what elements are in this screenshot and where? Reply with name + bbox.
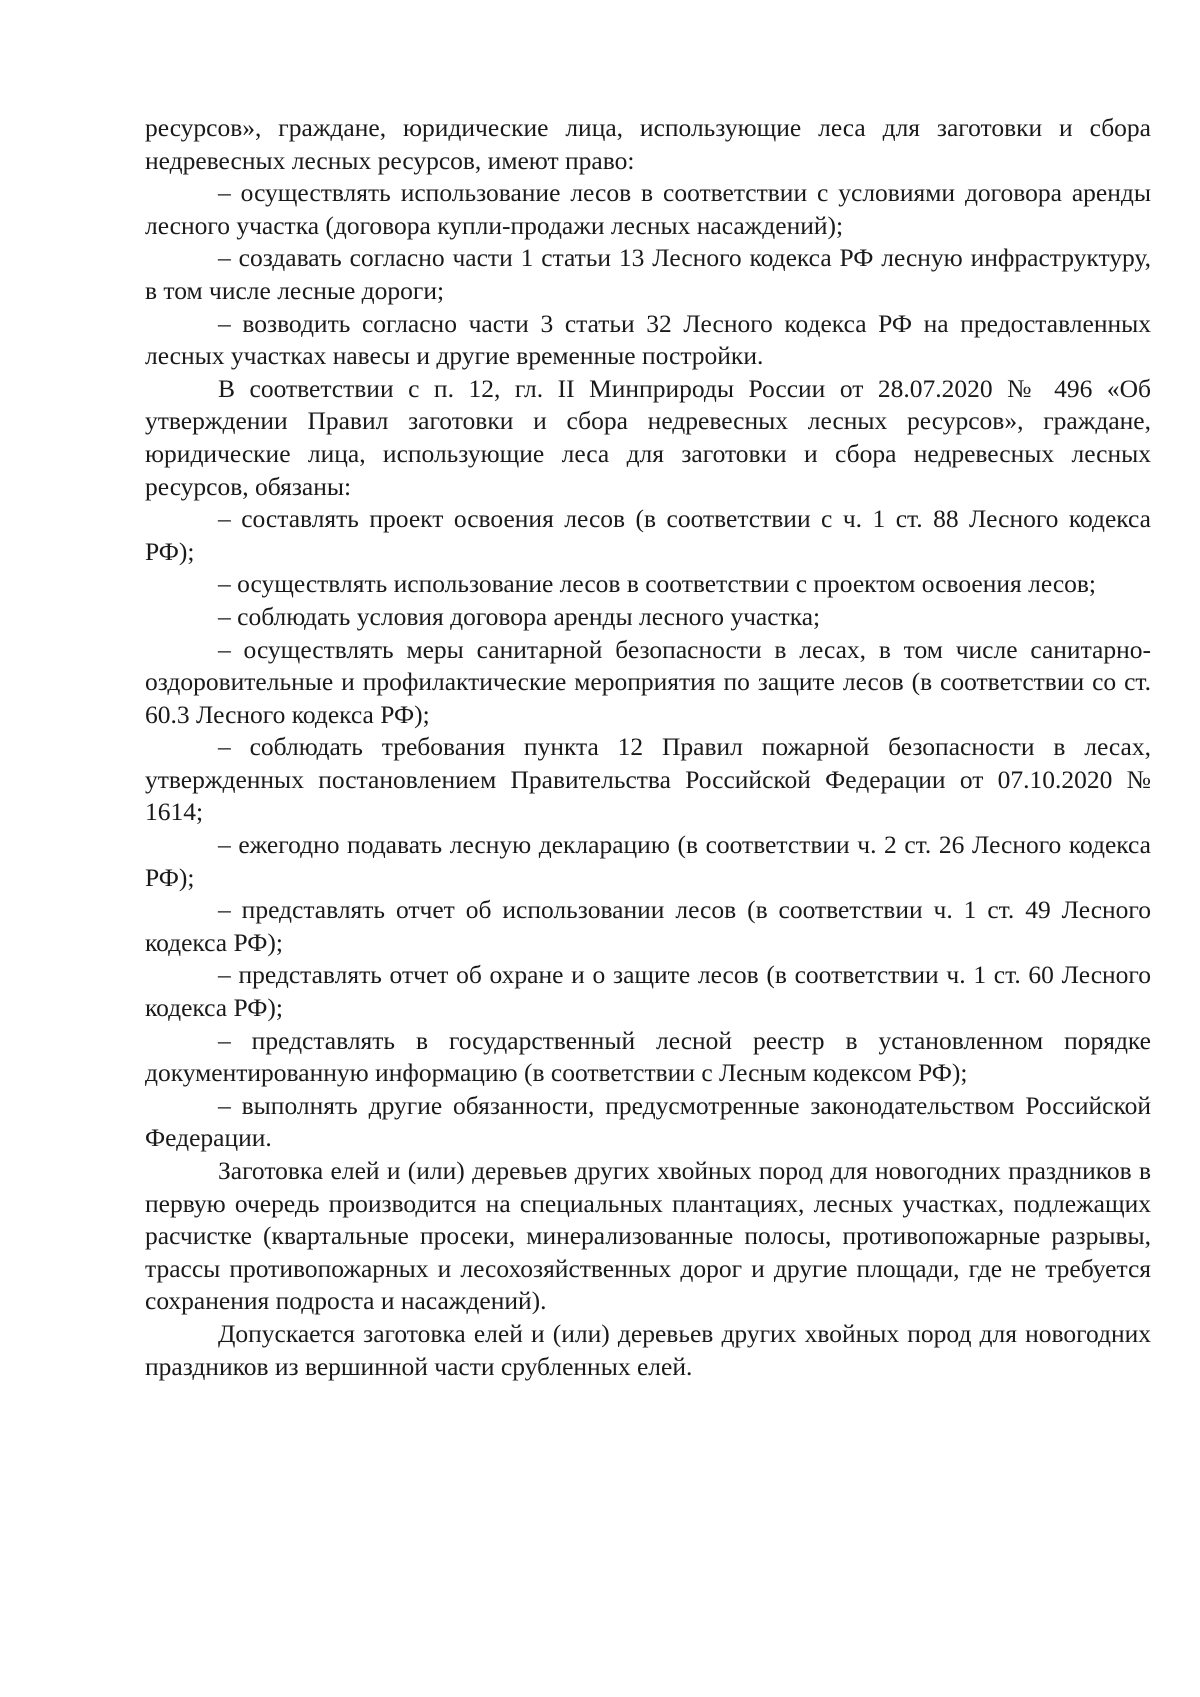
paragraph-right-temporary-buildings: – возводить согласно части 3 статьи 32 Лесного кодекса РФ на предоставленных лесных участках навесы и другие временные постройки. bbox=[145, 308, 1151, 371]
paragraph-obligation-registry: – представлять в государственный лесной реестр в установленном порядке документированную информацию (в соответствии с Лесным кодексом РФ); bbox=[145, 1025, 1151, 1088]
paragraph-obligations-intro: В соответствии с п. 12, гл. II Минприроды России от 28.07.2020 № 496 «Об утверждении Правил заготовки и сбора недревесных лесных ресурсов», граждане, юридические лица, использующие леса для заготовки и сбора недревесных лесных ресурсов, обязаны: bbox=[145, 373, 1151, 501]
paragraph-fir-harvest-locations: Заготовка елей и (или) деревьев других хвойных пород для новогодних праздников в первую очередь производится на специальных плантациях, лесных участках, подлежащих расчистке (квартальные просеки, минерализованные полосы, противопожарные разрывы, трассы противопожарных и лесохозяйственных дорог и другие площади, где не требуется сохранения подроста и насаждений). bbox=[145, 1156, 1151, 1316]
paragraph-obligation-lease-terms: – соблюдать условия договора аренды лесного участка; bbox=[218, 601, 821, 631]
paragraph-obligation-project: – составлять проект освоения лесов (в соответствии с ч. 1 ст. 88 Лесного кодекса РФ); bbox=[145, 504, 1151, 566]
paragraph-fir-harvest-tops: Допускается заготовка елей и (или) деревьев других хвойных пород для новогодних праздников из вершинной части срубленных елей. bbox=[145, 1318, 1151, 1381]
document-body bbox=[145, 112, 1151, 1383]
paragraph-obligation-declaration: – ежегодно подавать лесную декларацию (в соответствии ч. 2 ст. 26 Лесного кодекса РФ); bbox=[145, 830, 1151, 892]
paragraph-obligation-protection-report: – представлять отчет об охране и о защите лесов (в соответствии ч. 1 ст. 60 Лесного кодекса РФ); bbox=[145, 960, 1151, 1023]
paragraph-obligation-use-per-project: – осуществлять использование лесов в соответствии с проектом освоения лесов; bbox=[218, 569, 1097, 599]
paragraph-obligation-use-report: – представлять отчет об использовании лесов (в соответствии ч. 1 ст. 49 Лесного кодекса РФ); bbox=[145, 895, 1151, 957]
paragraph-obligation-other: – выполнять другие обязанности, предусмотренные законодательством Российской Федерации. bbox=[145, 1090, 1151, 1153]
paragraph-right-forest-use: – осуществлять использование лесов в соответствии с условиями договора аренды лесного участка (договора купли-продажи лесных насаждений); bbox=[145, 178, 1151, 240]
paragraph-obligation-fire-safety: – соблюдать требования пункта 12 Правил пожарной безопасности в лесах, утвержденных постановлением Правительства Российской Федерации от 07.10.2020 № 1614; bbox=[145, 732, 1151, 827]
paragraph-rights-intro: ресурсов», граждане, юридические лица, использующие леса для заготовки и сбора недревесных лесных ресурсов, имеют право: bbox=[145, 113, 1151, 175]
paragraph-right-infrastructure: – создавать согласно части 1 статьи 13 Лесного кодекса РФ лесную инфраструктуру, в том числе лесные дороги; bbox=[145, 243, 1151, 305]
paragraph-obligation-sanitary: – осуществлять меры санитарной безопасности в лесах, в том числе санитарно-оздоровительные и профилактические мероприятия по защите лесов (в соответствии со ст. 60.3 Лесного кодекса РФ); bbox=[145, 634, 1151, 729]
